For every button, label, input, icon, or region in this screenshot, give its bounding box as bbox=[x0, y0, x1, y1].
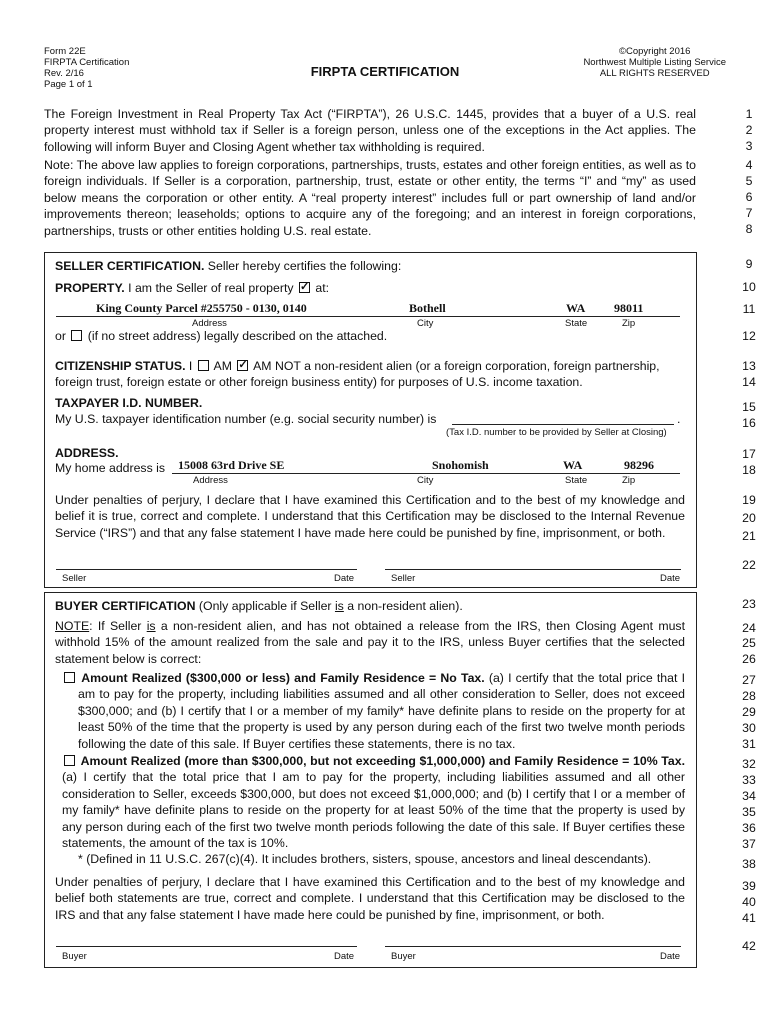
line-number: 14 bbox=[742, 375, 756, 389]
option-no-tax-title: Amount Realized ($300,000 or less) and Family Residence = No Tax. bbox=[81, 671, 485, 685]
line-number: 1 bbox=[745, 107, 753, 121]
seller-signature-line-1[interactable] bbox=[56, 569, 357, 570]
buyer-note-is: is bbox=[146, 619, 156, 633]
intro-paragraph-1: The Foreign Investment in Real Property Tax Act (“FIRPTA”), 26 U.S.C. 1445, provides that a buyer of a U.S. real property interest must withhold tax if Seller is a foreign person, unless one of the exceptions in the Act applies. The following will inform Buyer and Closing Agent whether tax withholding is required. bbox=[44, 107, 696, 154]
property-state-value[interactable]: WA bbox=[566, 301, 586, 315]
copyright-block bbox=[583, 46, 726, 79]
line-number: 31 bbox=[742, 737, 756, 751]
line-number: 30 bbox=[742, 721, 756, 735]
line-number: 35 bbox=[742, 805, 756, 819]
line-number: 9 bbox=[745, 257, 753, 271]
buyer-note bbox=[55, 618, 685, 667]
home-address-line bbox=[172, 473, 680, 474]
buyer-note-b: a non-resident alien, and has not obtained a release from the IRS, then Closing Agent must withhold 15% of the amount realized from the sale and pay it to the IRS, unless Buyer certifies that the selected statement below is correct: bbox=[55, 619, 685, 666]
home-city-value[interactable]: Snohomish bbox=[432, 458, 489, 472]
citizenship-text-2: foreign trust, foreign estate or other foreign business entity) for purposes of U.S. income taxation. bbox=[55, 375, 583, 390]
buyer-date-label-1: Date bbox=[334, 951, 355, 962]
organization: Northwest Multiple Listing Service bbox=[583, 57, 726, 68]
line-number: 12 bbox=[742, 329, 756, 343]
line-number: 21 bbox=[742, 529, 756, 543]
buyer-note-a: : If Seller bbox=[89, 619, 147, 633]
option-ten-percent-checkbox[interactable] bbox=[64, 755, 75, 766]
line-number: 29 bbox=[742, 705, 756, 719]
legal-description-checkbox[interactable] bbox=[71, 330, 82, 341]
line-number: 36 bbox=[742, 821, 756, 835]
line-number: 37 bbox=[742, 837, 756, 851]
buyer-heading-title: BUYER CERTIFICATION bbox=[55, 599, 196, 613]
property-line bbox=[55, 280, 329, 296]
line-number: 7 bbox=[745, 206, 753, 220]
buyer-signature-line-2[interactable] bbox=[385, 946, 681, 947]
caption-state: State bbox=[565, 318, 588, 329]
seller-heading-text: Seller hereby certifies the following: bbox=[204, 259, 402, 273]
buyer-heading-is: is bbox=[334, 599, 344, 613]
line-number: 34 bbox=[742, 789, 756, 803]
seller-perjury-statement: Under penalties of perjury, I declare that I have examined this Certification and to the best of my knowledge and belief it is true, correct and complete. I understand that this Certification may be disclosed to the Internal Revenue Service (“IRS”) and that any false statement I have made here could be punished by fine, imprisonment, or both. bbox=[55, 493, 685, 540]
home-caption-state: State bbox=[565, 475, 588, 486]
am-checkbox[interactable] bbox=[198, 360, 209, 371]
line-number: 25 bbox=[742, 636, 756, 650]
line-number: 17 bbox=[742, 447, 756, 461]
seller-sig-label-1: Seller bbox=[62, 573, 87, 584]
taxpayer-period: . bbox=[677, 412, 681, 426]
home-caption-city: City bbox=[417, 475, 434, 486]
taxpayer-id-field[interactable] bbox=[452, 424, 674, 425]
buyer-date-label-2: Date bbox=[660, 951, 681, 962]
property-text: I am the Seller of real property bbox=[124, 281, 297, 295]
page-title: FIRPTA CERTIFICATION bbox=[310, 64, 460, 79]
copyright: ©Copyright 2016 bbox=[619, 46, 691, 57]
citizenship-label: CITIZENSHIP STATUS. bbox=[55, 359, 186, 373]
line-number: 3 bbox=[745, 139, 753, 153]
am-not-checkbox[interactable] bbox=[237, 360, 248, 371]
legal-description-line bbox=[55, 328, 387, 344]
option-ten-percent-title: Amount Realized (more than $300,000, but not exceeding $1,000,000) and Family Residence = 10% Tax. bbox=[80, 754, 685, 768]
page-indicator: Page 1 of 1 bbox=[44, 79, 93, 90]
line-number: 22 bbox=[742, 558, 756, 572]
line-number: 20 bbox=[742, 511, 756, 525]
caption-zip: Zip bbox=[622, 318, 636, 329]
property-city-value[interactable]: Bothell bbox=[409, 301, 446, 315]
citizenship-am: AM bbox=[210, 359, 236, 373]
line-number: 24 bbox=[742, 621, 756, 635]
line-number: 16 bbox=[742, 416, 756, 430]
line-number: 13 bbox=[742, 359, 756, 373]
address-text: My home address is bbox=[55, 461, 166, 475]
line-number: 11 bbox=[742, 302, 756, 316]
property-address-line bbox=[56, 316, 680, 317]
form-name: FIRPTA Certification bbox=[44, 57, 130, 68]
buyer-heading bbox=[55, 598, 463, 614]
line-number: 26 bbox=[742, 652, 756, 666]
buyer-note-label: NOTE bbox=[55, 619, 90, 633]
rights: ALL RIGHTS RESERVED bbox=[599, 68, 710, 79]
form-revision: Rev. 2/16 bbox=[44, 68, 84, 79]
form-number: Form 22E bbox=[44, 46, 86, 57]
taxpayer-label bbox=[55, 395, 202, 411]
line-number: 4 bbox=[745, 158, 753, 172]
property-label: PROPERTY. bbox=[55, 281, 125, 295]
seller-date-label-1: Date bbox=[334, 573, 355, 584]
home-zip-value[interactable]: 98296 bbox=[624, 458, 654, 472]
taxpayer-text: My U.S. taxpayer identification number (e.g. social security number) is bbox=[55, 412, 437, 426]
line-number: 33 bbox=[742, 773, 756, 787]
caption-city: City bbox=[417, 318, 434, 329]
or-text: or bbox=[55, 329, 66, 343]
line-number: 2 bbox=[745, 123, 753, 137]
option-ten-percent-text: (a) I certify that the total price that I am to pay for the property, including liabilities assumed and all other consideration to Seller, exceeds $300,000, but does not exceed $1,000,000; and (b) I certify that I or a member of my family* have definite plans to reside on the property for at least 50% of the time that the property is used by any person during each of the first two twelve month periods following the date of this sale. If Buyer certifies these statements, the amount of the tax is 10%. bbox=[62, 770, 685, 851]
home-state-value[interactable]: WA bbox=[563, 458, 583, 472]
line-number: 40 bbox=[742, 895, 756, 909]
taxpayer-heading: TAXPAYER I.D. NUMBER. bbox=[55, 396, 203, 410]
line-number: 8 bbox=[745, 222, 753, 236]
seller-signature-line-2[interactable] bbox=[385, 569, 681, 570]
legal-description-text: (if no street address) legally described on the attached. bbox=[84, 329, 388, 343]
line-number: 19 bbox=[742, 493, 756, 507]
seller-heading-title: SELLER CERTIFICATION. bbox=[55, 259, 205, 273]
line-number: 27 bbox=[742, 673, 756, 687]
seller-heading bbox=[55, 258, 401, 274]
buyer-heading-text-a: (Only applicable if Seller bbox=[195, 599, 335, 613]
option-ten-percent-tax bbox=[62, 753, 685, 851]
buyer-signature-line-1[interactable] bbox=[56, 946, 357, 947]
buyer-sig-label-2: Buyer bbox=[391, 951, 416, 962]
line-number: 18 bbox=[742, 463, 756, 477]
line-number: 32 bbox=[742, 757, 756, 771]
home-address-value[interactable]: 15008 63rd Drive SE bbox=[178, 458, 285, 472]
buyer-heading-text-b: a non-resident alien). bbox=[343, 599, 463, 613]
citizenship-i: I bbox=[185, 359, 196, 373]
family-footnote: * (Defined in 11 U.S.C. 267(c)(4). It includes brothers, sisters, spouse, ancestors and lineal descendants). bbox=[78, 852, 652, 866]
seller-sig-label-2: Seller bbox=[391, 573, 416, 584]
intro-paragraph-2: Note: The above law applies to foreign corporations, partnerships, trusts, estates and other foreign entities, as well as to foreign individuals. If Seller is a corporation, partnership, trust, estate or other entity, the terms “I” and “my” as used below means the corporation or other entity. A “real property interest” includes full or part ownership of land and/or improvements thereon; leaseholds; options to acquire any of the foregoing; and an interest in foreign corporations, partnerships, trusts or other entities holding U.S. real estate. bbox=[44, 158, 696, 238]
seller-date-label-2: Date bbox=[660, 573, 681, 584]
line-number: 10 bbox=[742, 280, 756, 294]
line-number: 15 bbox=[742, 400, 756, 414]
line-number: 42 bbox=[742, 939, 756, 953]
line-number: 39 bbox=[742, 879, 756, 893]
caption-address: Address bbox=[192, 318, 227, 329]
buyer-sig-label-1: Buyer bbox=[62, 951, 87, 962]
property-checkbox[interactable] bbox=[299, 282, 310, 293]
address-heading: ADDRESS. bbox=[55, 446, 119, 460]
line-number: 28 bbox=[742, 689, 756, 703]
option-no-tax-text: (a) I certify that the total price that I am to pay for the property, including liabilities assumed and all other consideration to Seller, does not exceed $300,000; and (b) I certify that I or a member of my family* have definite plans to reside on the property for at least 50% of the time that the property is used by any person during each of the first two twelve month periods following the date of this sale. If Buyer certifies these statements, there is no tax. bbox=[78, 671, 685, 751]
line-number: 23 bbox=[742, 597, 756, 611]
line-number: 41 bbox=[742, 911, 756, 925]
taxpayer-note: (Tax I.D. number to be provided by Seller at Closing) bbox=[446, 427, 667, 438]
home-caption-zip: Zip bbox=[622, 475, 636, 486]
home-caption-address: Address bbox=[193, 475, 228, 486]
citizenship-text-1: AM NOT a non-resident alien (or a foreign corporation, foreign partnership, bbox=[250, 359, 660, 373]
buyer-perjury-statement: Under penalties of perjury, I declare that I have examined this Certification and to the best of my knowledge and belief both statements are true, correct and complete. I understand that this Certification may be disclosed to the IRS and that any false statement I have made here could be punished by fine, imprisonment, or both. bbox=[55, 875, 685, 922]
property-at: at: bbox=[311, 281, 330, 295]
option-no-tax-checkbox[interactable] bbox=[64, 672, 75, 683]
property-zip-value[interactable]: 98011 bbox=[614, 301, 644, 315]
property-address-value[interactable]: King County Parcel #255750 - 0130, 0140 bbox=[96, 301, 307, 315]
address-label bbox=[55, 445, 119, 461]
option-no-tax bbox=[62, 670, 685, 752]
line-number: 5 bbox=[745, 174, 753, 188]
line-number: 6 bbox=[745, 190, 753, 204]
line-number: 38 bbox=[742, 857, 756, 871]
citizenship-status bbox=[55, 358, 685, 391]
